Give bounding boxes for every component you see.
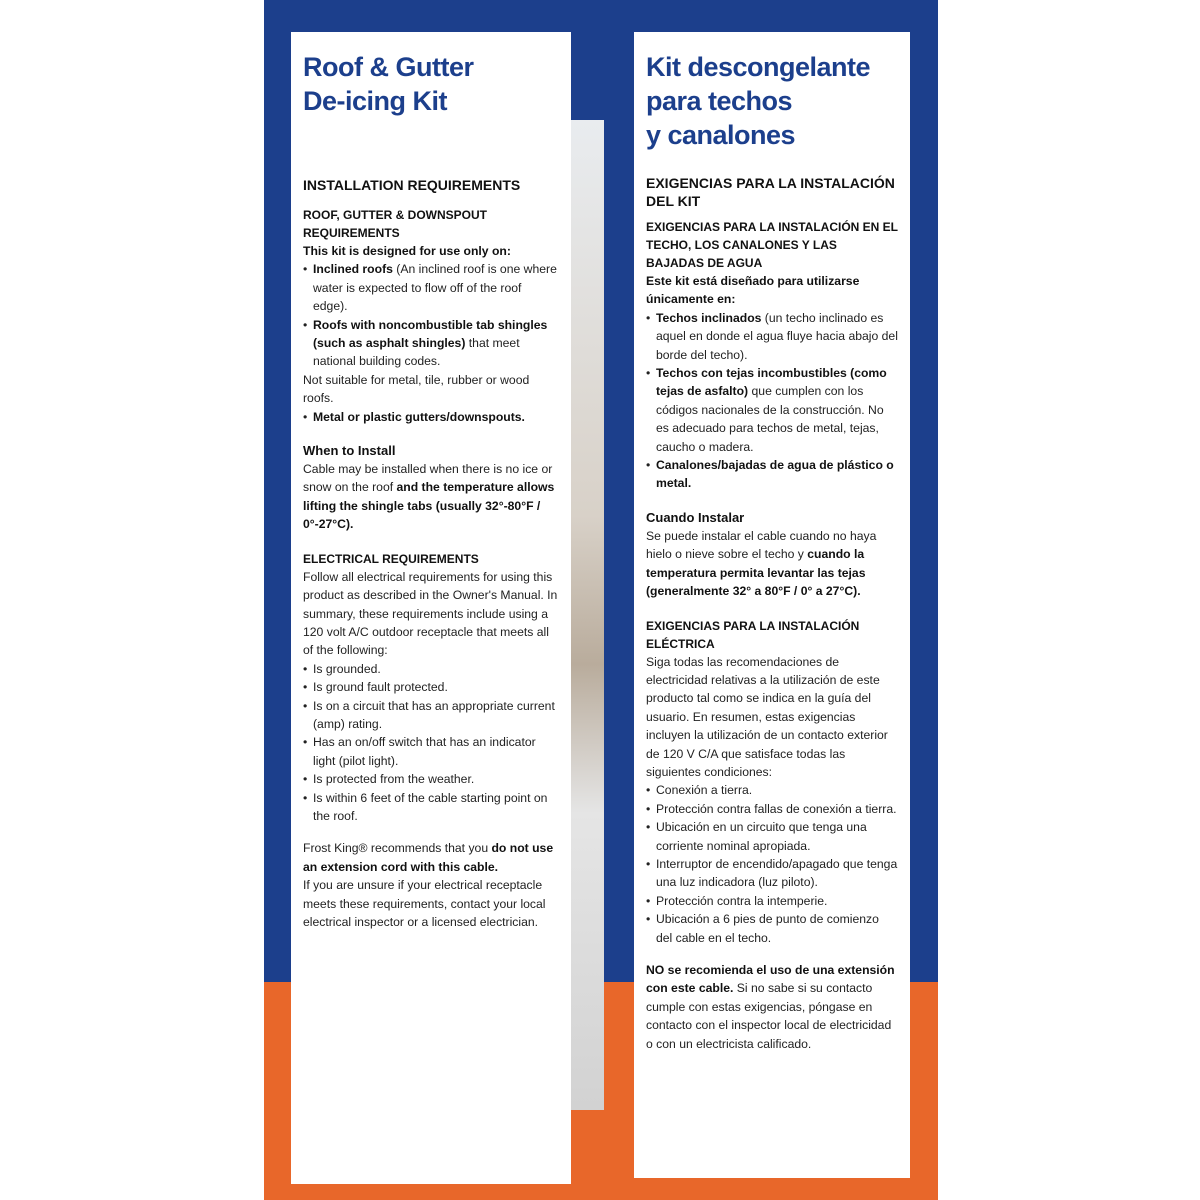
english-panel [291,32,571,1184]
list-item: • Has an on/off switch that has an indicator light (pilot light). [303,733,559,770]
list-item: • Interruptor de encendido/apagado que tenga una luz indicadora (luz piloto). [646,855,898,892]
roof-type-list [303,260,559,370]
installation-requirements-heading: INSTALLATION REQUIREMENTS [303,177,521,193]
cuando-instalar-text: Se puede instalar el cable cuando no haya hielo o nieve sobre el techo y cuando la temperatura permita levantar las tejas (generalmente 32° a 80°F / 0° a 27°C). [646,528,877,599]
list-item: • Ubicación a 6 pies de punto de comienzo del cable en el techo. [646,910,898,947]
list-item: • Metal or plastic gutters/downspouts. [303,408,559,426]
electrical-requirements-text: Follow all electrical requirements for using this product as described in the Owner's Manual. In summary, these requirements include using a 120 volt A/C outdoor receptacle that meets all of the following: [303,569,558,658]
not-suitable-text: Not suitable for metal, tile, rubber or wood roofs. [303,372,530,406]
extension-warning-es: NO se recomienda el uso de una extensión con este cable. Si no sabe si su contacto cumple con estas exigencias, póngase en contacto con el inspector local de electricidad o con un electricista calificado. [646,963,895,1051]
gutter-list [303,408,559,426]
spanish-panel [634,32,910,1178]
roof-gutter-heading: ROOF, GUTTER & DOWNSPOUT REQUIREMENTS [303,208,487,240]
exigencias-electrica-text: Siga todas las recomendaciones de electricidad relativas a la utilización de este producto tal como se indica en la guía del usuario. En resumen, estas exigencias incluyen la utilización de un contacto exterior de 120 V C/A que satisface todas las siguientes condiciones: [646,654,888,779]
list-item: • Is protected from the weather. [303,770,559,788]
extension-cord-warning: Frost King® recommends that you do not use an extension cord with this cable. [303,841,554,874]
english-title: Roof & Gutter De-icing Kit [303,52,474,116]
list-item: • Conexión a tierra. [646,781,898,799]
spanish-title: Kit descongelante para techos y canalones [646,52,871,150]
list-item: • Protección contra la intemperie. [646,892,898,910]
list-item: • Is ground fault protected. [303,678,559,696]
list-item: • Techos con tejas incombustibles (como tejas de asfalto) que cumplen con los códigos nacionales de la construcción. No es adecuado para techos de metal, tejas, caucho o madera. [646,364,898,456]
when-to-install-heading: When to Install [303,443,396,459]
cuando-instalar-heading: Cuando Instalar [646,509,745,525]
list-item: • Is on a circuit that has an appropriate current (amp) rating. [303,697,559,734]
electrical-requirements-heading: ELECTRICAL REQUIREMENTS [303,551,479,566]
list-item: • Ubicación en un circuito que tenga una corriente nominal apropiada. [646,818,898,855]
list-item: • Is grounded. [303,660,559,678]
list-item: • Techos inclinados (un techo inclinado es aquel en donde el agua fluye hacia abajo del borde del techo). [646,309,898,364]
exigencias-electrica-heading: EXIGENCIAS PARA LA INSTALACIÓN ELÉCTRICA [646,618,860,651]
unsure-text: If you are unsure if your electrical receptacle meets these requirements, contact your local electrical inspector or a licensed electrician. [303,878,546,929]
list-item: • Inclined roofs (An inclined roof is one where water is expected to flow off of the roof edge). [303,260,559,315]
list-item: • Canalones/bajadas de agua de plástico o metal. [646,456,898,493]
when-to-install-text: Cable may be installed when there is no ice or snow on the roof and the temperature allows lifting the shingle tabs (usually 32°-80°F / 0°-27°C). [303,462,555,532]
electrical-list [303,660,559,826]
electrica-list [646,781,898,947]
list-item: • Protección contra fallas de conexión a tierra. [646,800,898,818]
exigencias-techo-heading: EXIGENCIAS PARA LA INSTALACIÓN EN EL TECHO, LOS CANALONES Y LAS BAJADAS DE AGUA [646,220,898,270]
list-item: • Roofs with noncombustible tab shingles (such as asphalt shingles) that meet national building codes. [303,316,559,371]
techo-list [646,309,898,493]
designed-for-text: This kit is designed for use only on: [303,244,511,258]
list-item: • Is within 6 feet of the cable starting point on the roof. [303,789,559,826]
disenado-text: Este kit está diseñado para utilizarse únicamente en: [646,274,860,307]
exigencias-heading: EXIGENCIAS PARA LA INSTALACIÓN DEL KIT [646,175,895,209]
